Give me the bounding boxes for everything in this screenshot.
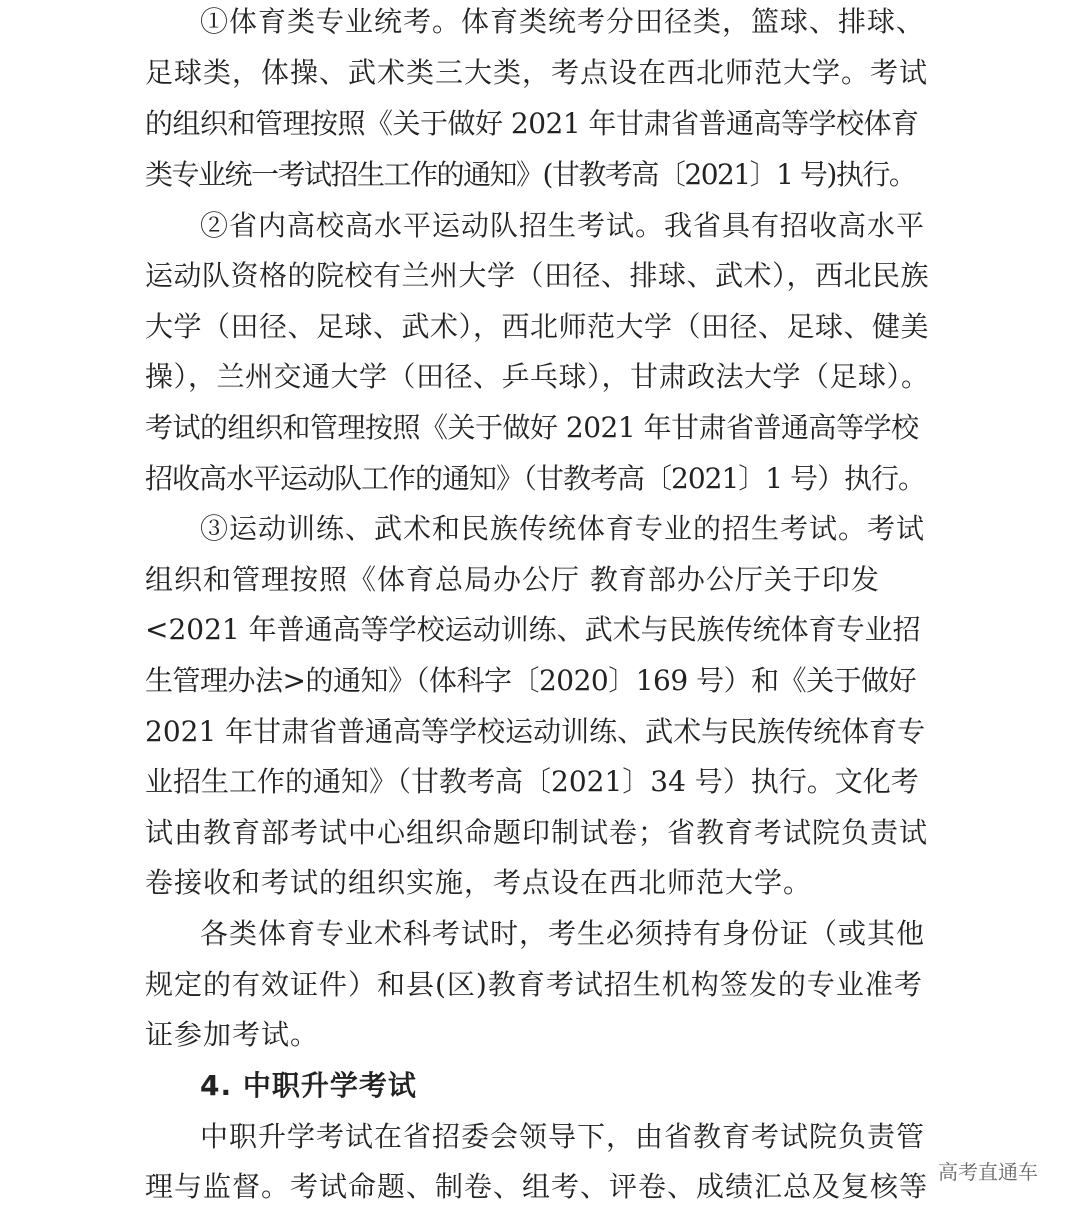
paragraph-line: <2021 年普通高等学校运动训练、武术与民族传统体育专业招	[145, 613, 921, 646]
paragraph-line: 组织和管理按照《体育总局办公厅 教育部办公厅关于印发	[145, 563, 880, 596]
paragraph-line: 业招生工作的通知》（甘教考高〔2021〕34 号）执行。文化考	[145, 765, 919, 798]
paragraph-line: 卷接收和考试的组织实施，考点设在西北师范大学。	[145, 866, 813, 899]
paragraph-line: 的组织和管理按照《关于做好 2021 年甘肃省普通高等学校体育	[145, 107, 919, 140]
paragraph-line: 中职升学考试在省招委会领导下，由省教育考试院负责管	[200, 1120, 926, 1153]
source-watermark: 高考直通车	[938, 1160, 1038, 1184]
paragraph-line: 各类体育专业术科考试时，考生必须持有身份证（或其他	[200, 917, 926, 950]
paragraph-line: 足球类，体操、武术类三大类，考点设在西北师范大学。考试	[145, 56, 929, 89]
paragraph-line: 规定的有效证件）和县(区)教育考试招生机构签发的专业准考	[145, 968, 923, 1001]
paragraph-line: 理与监督。考试命题、制卷、组考、评卷、成绩汇总及复核等	[145, 1170, 929, 1203]
paragraph-line: ①体育类专业统考。体育类统考分田径类，篮球、排球、	[200, 5, 926, 38]
paragraph-line: ③运动训练、武术和民族传统体育专业的招生考试。考试	[200, 512, 926, 545]
paragraph-line: 大学（田径、足球、武术），西北师范大学（田径、足球、健美	[145, 310, 930, 343]
paragraph-line: 试由教育部考试中心组织命题印制试卷；省教育考试院负责试	[145, 816, 929, 849]
section-heading: 4. 中职升学考试	[200, 1069, 417, 1102]
paragraph-line: 考试的组织和管理按照《关于做好 2021 年甘肃省普通高等学校	[145, 411, 919, 444]
paragraph-line: ②省内高校高水平运动队招生考试。我省具有招收高水平	[200, 209, 926, 242]
paragraph-line: 证参加考试。	[145, 1018, 320, 1051]
paragraph-line: 生管理办法>的通知》（体科字〔2020〕169 号）和《关于做好	[145, 664, 917, 697]
paragraph-line: 招收高水平运动队工作的通知》（甘教考高〔2021〕1 号）执行。	[145, 462, 925, 495]
paragraph-line: 类专业统一考试招生工作的通知》(甘教考高〔2021〕1 号)执行。	[145, 158, 916, 191]
paragraph-line: 操），兰州交通大学（田径、乒乓球），甘肃政法大学（足球）。	[145, 360, 930, 393]
paragraph-line: 2021 年甘肃省普通高等学校运动训练、武术与民族传统体育专	[145, 715, 926, 748]
paragraph-line: 运动队资格的院校有兰州大学（田径、排球、武术），西北民族	[145, 259, 930, 292]
